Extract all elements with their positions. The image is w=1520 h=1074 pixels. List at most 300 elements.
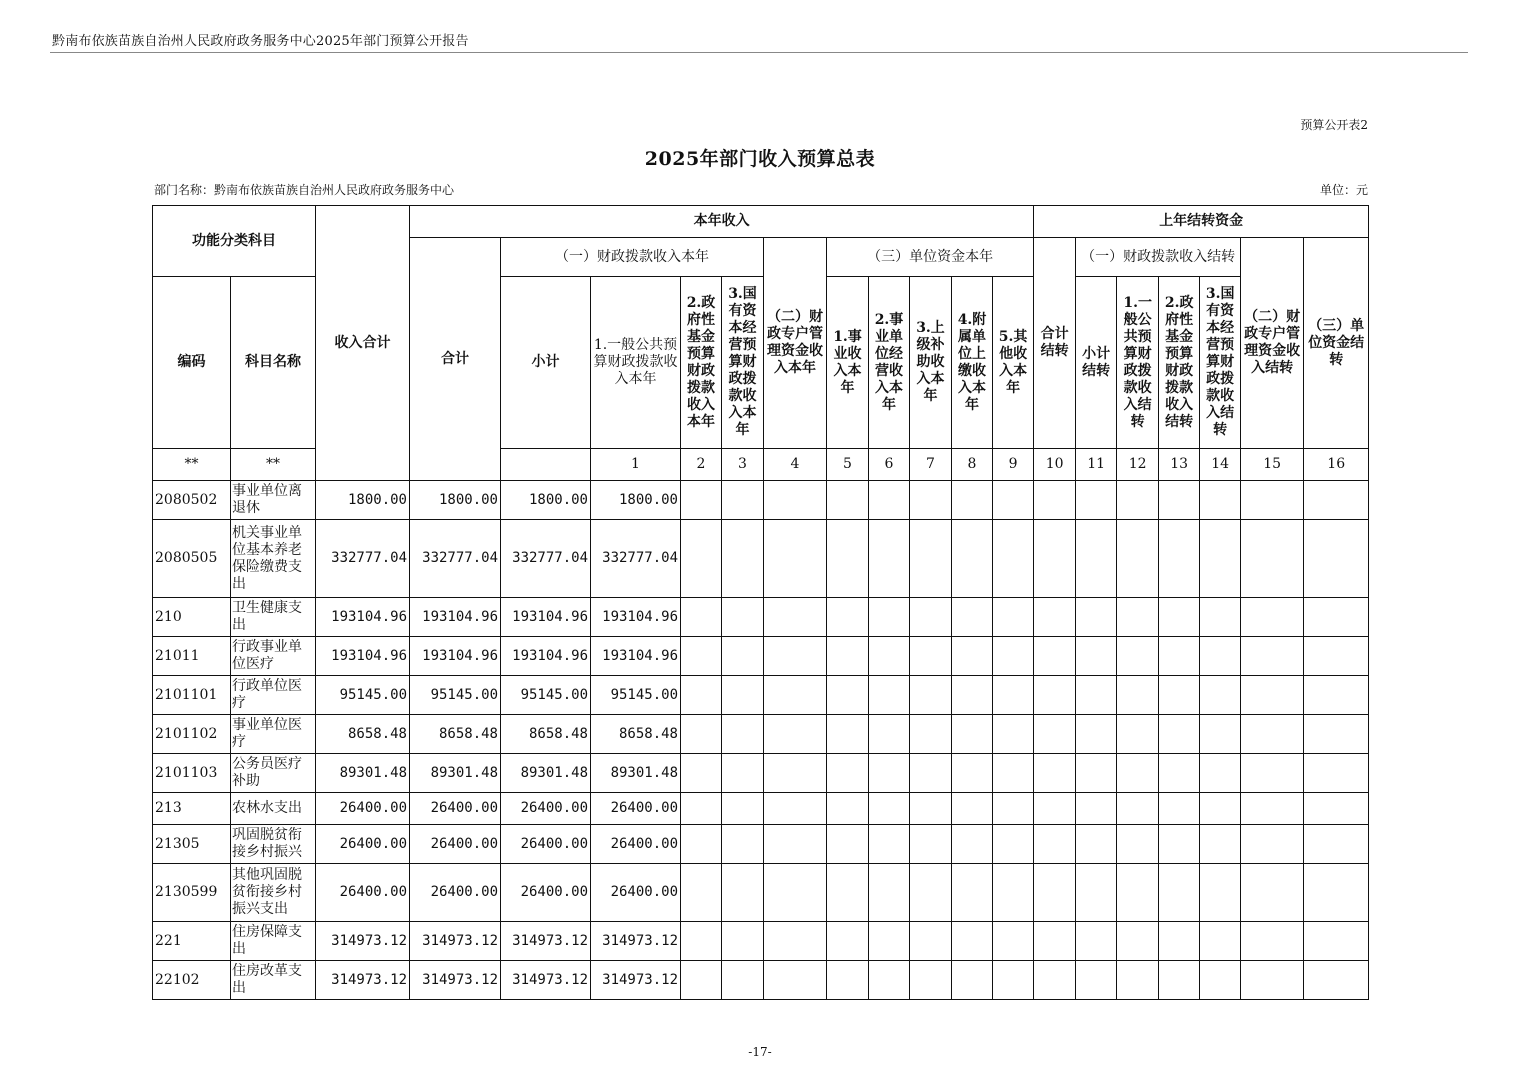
empty-cell	[1034, 481, 1076, 520]
row-income-total: 89301.48	[316, 754, 410, 793]
empty-cell	[1117, 481, 1159, 520]
empty-cell	[1117, 922, 1159, 961]
cur-special-header: （二）财政专户管理资金收入本年	[764, 238, 827, 449]
empty-cell	[722, 961, 764, 1000]
empty-cell	[681, 598, 722, 637]
table-row	[153, 598, 1369, 637]
empty-cell	[952, 825, 993, 864]
empty-cell	[1076, 520, 1117, 598]
row-fiscal-subtotal: 332777.04	[501, 520, 591, 598]
row-income-total: 193104.96	[316, 598, 410, 637]
empty-cell	[827, 825, 869, 864]
empty-cell	[993, 793, 1034, 825]
empty-cell	[1200, 520, 1241, 598]
row-current-total: 193104.96	[410, 598, 501, 637]
empty-cell	[1159, 922, 1200, 961]
empty-cell	[952, 754, 993, 793]
data-rows	[153, 481, 1369, 1000]
empty-cell	[952, 637, 993, 676]
row-code: 213	[153, 793, 231, 825]
row-current-total: 314973.12	[410, 922, 501, 961]
row-subject-name: 事业单位离退休	[231, 481, 316, 520]
empty-cell	[1076, 922, 1117, 961]
empty-cell	[1200, 676, 1241, 715]
empty-cell	[1034, 520, 1076, 598]
row-fiscal-subtotal: 314973.12	[501, 961, 591, 1000]
row-code: 21011	[153, 637, 231, 676]
index-cell: 2	[681, 449, 722, 481]
empty-cell	[764, 754, 827, 793]
empty-cell	[1117, 676, 1159, 715]
empty-cell	[764, 637, 827, 676]
empty-cell	[764, 793, 827, 825]
prev-special-header: （二）财政专户管理资金收入结转	[1241, 238, 1304, 449]
current-year-header: 本年收入	[410, 206, 1034, 238]
prev-state-capital-header: 3.国有资本经营预算财政拨款收入结转	[1200, 277, 1241, 449]
row-subject-name: 行政事业单位医疗	[231, 637, 316, 676]
index-cell: 16	[1304, 449, 1369, 481]
row-income-total: 95145.00	[316, 676, 410, 715]
table-row	[153, 676, 1369, 715]
empty-cell	[1304, 754, 1369, 793]
empty-cell	[722, 520, 764, 598]
prev-general-header: 1.一般公共预算财政拨款收入结转	[1117, 277, 1159, 449]
empty-cell	[910, 754, 952, 793]
empty-cell	[1117, 961, 1159, 1000]
empty-cell	[1200, 793, 1241, 825]
table-row	[153, 961, 1369, 1000]
empty-cell	[910, 598, 952, 637]
document-title: 2025年部门收入预算总表	[644, 148, 876, 170]
empty-cell	[1200, 481, 1241, 520]
empty-cell	[1076, 793, 1117, 825]
empty-cell	[993, 754, 1034, 793]
empty-cell	[1034, 864, 1076, 922]
empty-cell	[827, 754, 869, 793]
row-income-total: 314973.12	[316, 961, 410, 1000]
cur-business-header: 1.事业收入本年	[827, 277, 869, 449]
header-row-1	[153, 206, 1369, 238]
index-cell: 13	[1159, 449, 1200, 481]
empty-cell	[681, 754, 722, 793]
row-current-total: 314973.12	[410, 961, 501, 1000]
index-cell: 6	[869, 449, 910, 481]
empty-cell	[993, 520, 1034, 598]
empty-cell	[827, 637, 869, 676]
empty-cell	[1076, 676, 1117, 715]
row-income-total: 26400.00	[316, 864, 410, 922]
index-cell: 11	[1076, 449, 1117, 481]
empty-cell	[1159, 598, 1200, 637]
row-subject-name: 卫生健康支出	[231, 598, 316, 637]
empty-cell	[1200, 961, 1241, 1000]
cur-other-header: 5.其他收入本年	[993, 277, 1034, 449]
empty-cell	[681, 864, 722, 922]
row-income-total: 314973.12	[316, 922, 410, 961]
empty-cell	[1159, 637, 1200, 676]
empty-cell	[952, 864, 993, 922]
empty-cell	[869, 825, 910, 864]
empty-cell	[910, 961, 952, 1000]
row-current-total: 1800.00	[410, 481, 501, 520]
empty-cell	[1200, 598, 1241, 637]
unit-label: 单位：元	[1319, 183, 1368, 197]
empty-cell	[681, 793, 722, 825]
running-header: 黔南布依族苗族自治州人民政府政务服务中心2025年部门预算公开报告	[52, 34, 469, 49]
row-current-total: 193104.96	[410, 637, 501, 676]
row-subject-name: 行政单位医疗	[231, 676, 316, 715]
row-current-total: 26400.00	[410, 825, 501, 864]
empty-cell	[827, 793, 869, 825]
cur-affiliated-header: 4.附属单位上缴收入本年	[952, 277, 993, 449]
empty-cell	[827, 676, 869, 715]
empty-cell	[764, 864, 827, 922]
empty-cell	[764, 961, 827, 1000]
empty-cell	[1159, 864, 1200, 922]
empty-cell	[1241, 520, 1304, 598]
cur-operating-header: 2.事业单位经营收入本年	[869, 277, 910, 449]
row-current-total: 26400.00	[410, 864, 501, 922]
empty-cell	[722, 715, 764, 754]
row-fiscal-subtotal: 26400.00	[501, 825, 591, 864]
empty-cell	[681, 961, 722, 1000]
empty-cell	[952, 793, 993, 825]
empty-cell	[910, 676, 952, 715]
empty-cell	[869, 922, 910, 961]
empty-cell	[1304, 598, 1369, 637]
empty-cell	[1076, 715, 1117, 754]
empty-cell	[952, 961, 993, 1000]
empty-cell	[1159, 961, 1200, 1000]
empty-cell	[1241, 676, 1304, 715]
row-code: 210	[153, 598, 231, 637]
empty-cell	[869, 754, 910, 793]
empty-cell	[910, 922, 952, 961]
index-cell: 9	[993, 449, 1034, 481]
row-current-total: 95145.00	[410, 676, 501, 715]
empty-cell	[1304, 637, 1369, 676]
empty-cell	[722, 825, 764, 864]
empty-cell	[1159, 676, 1200, 715]
cur-unit-group-header: （三）单位资金本年	[827, 238, 1034, 277]
empty-cell	[1076, 598, 1117, 637]
empty-cell	[722, 676, 764, 715]
empty-cell	[681, 637, 722, 676]
empty-cell	[910, 481, 952, 520]
prev-carry-header: 上年结转资金	[1034, 206, 1369, 238]
row-fiscal-subtotal: 26400.00	[501, 864, 591, 922]
row-fiscal-subtotal: 193104.96	[501, 598, 591, 637]
row-general-budget: 95145.00	[591, 676, 681, 715]
empty-cell	[1117, 715, 1159, 754]
empty-cell	[1241, 754, 1304, 793]
row-general-budget: 8658.48	[591, 715, 681, 754]
row-income-total: 193104.96	[316, 637, 410, 676]
cur-general-header: 1.一般公共预算财政拨款收入本年	[591, 277, 681, 449]
empty-cell	[910, 825, 952, 864]
empty-cell	[993, 637, 1034, 676]
index-cell: 8	[952, 449, 993, 481]
empty-cell	[910, 864, 952, 922]
row-fiscal-subtotal: 193104.96	[501, 637, 591, 676]
row-fiscal-subtotal: 89301.48	[501, 754, 591, 793]
row-code: 2101103	[153, 754, 231, 793]
row-income-total: 26400.00	[316, 793, 410, 825]
empty-cell	[1117, 754, 1159, 793]
empty-cell	[681, 676, 722, 715]
table-row	[153, 715, 1369, 754]
empty-cell	[1304, 793, 1369, 825]
empty-cell	[1034, 676, 1076, 715]
page-number: -17-	[748, 1045, 772, 1059]
row-income-total: 1800.00	[316, 481, 410, 520]
empty-cell	[681, 481, 722, 520]
empty-cell	[1200, 922, 1241, 961]
empty-cell	[1304, 825, 1369, 864]
row-code: 221	[153, 922, 231, 961]
empty-cell	[1076, 864, 1117, 922]
empty-cell	[952, 676, 993, 715]
index-cell: 3	[722, 449, 764, 481]
empty-cell	[1200, 754, 1241, 793]
table-row	[153, 864, 1369, 922]
row-current-total: 8658.48	[410, 715, 501, 754]
empty-cell	[869, 637, 910, 676]
index-cell: 10	[1034, 449, 1076, 481]
empty-cell	[1200, 864, 1241, 922]
empty-cell	[1304, 922, 1369, 961]
row-subject-name: 机关事业单位基本养老保险缴费支出	[231, 520, 316, 598]
empty-cell	[764, 598, 827, 637]
empty-cell	[910, 715, 952, 754]
prev-fiscal-group-header: （一）财政拨款收入结转	[1076, 238, 1241, 277]
table-row	[153, 825, 1369, 864]
empty-cell	[1304, 481, 1369, 520]
empty-cell	[1076, 961, 1117, 1000]
empty-cell	[1200, 825, 1241, 864]
row-fiscal-subtotal: 314973.12	[501, 922, 591, 961]
income-total-header: 收入合计	[316, 206, 410, 481]
row-general-budget: 314973.12	[591, 961, 681, 1000]
row-current-total: 332777.04	[410, 520, 501, 598]
table-row	[153, 793, 1369, 825]
row-general-budget: 332777.04	[591, 520, 681, 598]
table-row	[153, 481, 1369, 520]
row-subject-name: 住房改革支出	[231, 961, 316, 1000]
empty-cell	[722, 481, 764, 520]
empty-cell	[1117, 598, 1159, 637]
empty-cell	[722, 793, 764, 825]
row-fiscal-subtotal: 95145.00	[501, 676, 591, 715]
empty-cell	[764, 715, 827, 754]
empty-cell	[1076, 825, 1117, 864]
income-budget-table	[152, 205, 1369, 1000]
department-name: 部门名称：黔南布依族苗族自治州人民政府政务服务中心	[154, 183, 455, 197]
table-row	[153, 637, 1369, 676]
cur-subsidy-header: 3.上级补助收入本年	[910, 277, 952, 449]
empty-cell	[722, 637, 764, 676]
row-income-total: 26400.00	[316, 825, 410, 864]
empty-cell	[993, 961, 1034, 1000]
empty-cell	[869, 961, 910, 1000]
empty-cell	[993, 715, 1034, 754]
empty-cell	[1241, 598, 1304, 637]
row-income-total: 332777.04	[316, 520, 410, 598]
row-subject-name: 巩固脱贫衔接乡村振兴	[231, 825, 316, 864]
empty-cell	[722, 864, 764, 922]
row-code: 2101102	[153, 715, 231, 754]
empty-cell	[827, 481, 869, 520]
row-subject-name: 其他巩固脱贫衔接乡村振兴支出	[231, 864, 316, 922]
empty-cell	[827, 520, 869, 598]
empty-cell	[681, 715, 722, 754]
empty-cell	[910, 520, 952, 598]
empty-cell	[869, 864, 910, 922]
empty-cell	[1241, 961, 1304, 1000]
empty-cell	[1117, 864, 1159, 922]
cur-total-header: 合计	[410, 238, 501, 481]
empty-cell	[993, 481, 1034, 520]
table-row	[153, 754, 1369, 793]
row-current-total: 26400.00	[410, 793, 501, 825]
empty-cell	[1159, 825, 1200, 864]
index-cell	[501, 449, 591, 481]
empty-cell	[1034, 598, 1076, 637]
empty-cell	[1200, 715, 1241, 754]
empty-cell	[1159, 793, 1200, 825]
empty-cell	[722, 598, 764, 637]
cur-gov-fund-header: 2.政府性基金预算财政拨款收入本年	[681, 277, 722, 449]
func-class-header: 功能分类科目	[153, 206, 316, 277]
empty-cell	[993, 825, 1034, 864]
prev-subtotal-header: 小计结转	[1076, 277, 1117, 449]
row-general-budget: 89301.48	[591, 754, 681, 793]
empty-cell	[1117, 825, 1159, 864]
empty-cell	[827, 961, 869, 1000]
prev-total-header: 合计结转	[1034, 238, 1076, 449]
empty-cell	[764, 481, 827, 520]
row-general-budget: 314973.12	[591, 922, 681, 961]
index-cell: 5	[827, 449, 869, 481]
cur-subtotal-header: 小计	[501, 277, 591, 449]
row-income-total: 8658.48	[316, 715, 410, 754]
empty-cell	[1241, 864, 1304, 922]
row-general-budget: 193104.96	[591, 637, 681, 676]
row-code: 2130599	[153, 864, 231, 922]
row-code: 22102	[153, 961, 231, 1000]
row-subject-name: 事业单位医疗	[231, 715, 316, 754]
empty-cell	[1241, 825, 1304, 864]
row-fiscal-subtotal: 8658.48	[501, 715, 591, 754]
empty-cell	[1117, 637, 1159, 676]
row-subject-name: 公务员医疗补助	[231, 754, 316, 793]
empty-cell	[827, 715, 869, 754]
index-cell: 7	[910, 449, 952, 481]
empty-cell	[1034, 715, 1076, 754]
table-row	[153, 922, 1369, 961]
empty-cell	[1117, 520, 1159, 598]
header-rule	[50, 52, 1468, 53]
empty-cell	[1034, 754, 1076, 793]
empty-cell	[952, 715, 993, 754]
empty-cell	[1304, 864, 1369, 922]
empty-cell	[1076, 637, 1117, 676]
empty-cell	[764, 825, 827, 864]
prev-unit-header: （三）单位资金结转	[1304, 238, 1369, 449]
empty-cell	[681, 825, 722, 864]
empty-cell	[952, 481, 993, 520]
row-subject-name: 农林水支出	[231, 793, 316, 825]
cur-fiscal-group-header: （一）财政拨款收入本年	[501, 238, 764, 277]
empty-cell	[1241, 715, 1304, 754]
empty-cell	[869, 520, 910, 598]
row-code: 2101101	[153, 676, 231, 715]
row-fiscal-subtotal: 1800.00	[501, 481, 591, 520]
empty-cell	[869, 676, 910, 715]
empty-cell	[722, 754, 764, 793]
empty-cell	[952, 520, 993, 598]
index-cell: 12	[1117, 449, 1159, 481]
empty-cell	[1241, 922, 1304, 961]
row-general-budget: 1800.00	[591, 481, 681, 520]
index-cell: **	[153, 449, 231, 481]
row-general-budget: 26400.00	[591, 864, 681, 922]
empty-cell	[764, 922, 827, 961]
empty-cell	[827, 922, 869, 961]
empty-cell	[952, 598, 993, 637]
empty-cell	[1159, 754, 1200, 793]
empty-cell	[1304, 520, 1369, 598]
cur-state-capital-header: 3.国有资本经营预算财政拨款收入本年	[722, 277, 764, 449]
index-cell: 4	[764, 449, 827, 481]
empty-cell	[1034, 637, 1076, 676]
empty-cell	[1159, 715, 1200, 754]
empty-cell	[869, 598, 910, 637]
row-fiscal-subtotal: 26400.00	[501, 793, 591, 825]
subject-name-header: 科目名称	[231, 277, 316, 449]
empty-cell	[722, 922, 764, 961]
empty-cell	[993, 922, 1034, 961]
row-subject-name: 住房保障支出	[231, 922, 316, 961]
empty-cell	[1200, 637, 1241, 676]
empty-cell	[764, 520, 827, 598]
empty-cell	[869, 481, 910, 520]
index-cell: 14	[1200, 449, 1241, 481]
empty-cell	[952, 922, 993, 961]
form-number: 预算公开表2	[1300, 118, 1368, 132]
index-cell: 15	[1241, 449, 1304, 481]
empty-cell	[1304, 676, 1369, 715]
empty-cell	[1034, 825, 1076, 864]
empty-cell	[869, 715, 910, 754]
empty-cell	[1034, 793, 1076, 825]
empty-cell	[681, 520, 722, 598]
empty-cell	[1034, 961, 1076, 1000]
empty-cell	[1076, 481, 1117, 520]
index-cell: **	[231, 449, 316, 481]
empty-cell	[1034, 922, 1076, 961]
empty-cell	[993, 598, 1034, 637]
empty-cell	[827, 864, 869, 922]
index-cell: 1	[591, 449, 681, 481]
empty-cell	[827, 598, 869, 637]
empty-cell	[910, 637, 952, 676]
empty-cell	[869, 793, 910, 825]
code-header: 编码	[153, 277, 231, 449]
empty-cell	[681, 922, 722, 961]
empty-cell	[993, 676, 1034, 715]
empty-cell	[1304, 961, 1369, 1000]
